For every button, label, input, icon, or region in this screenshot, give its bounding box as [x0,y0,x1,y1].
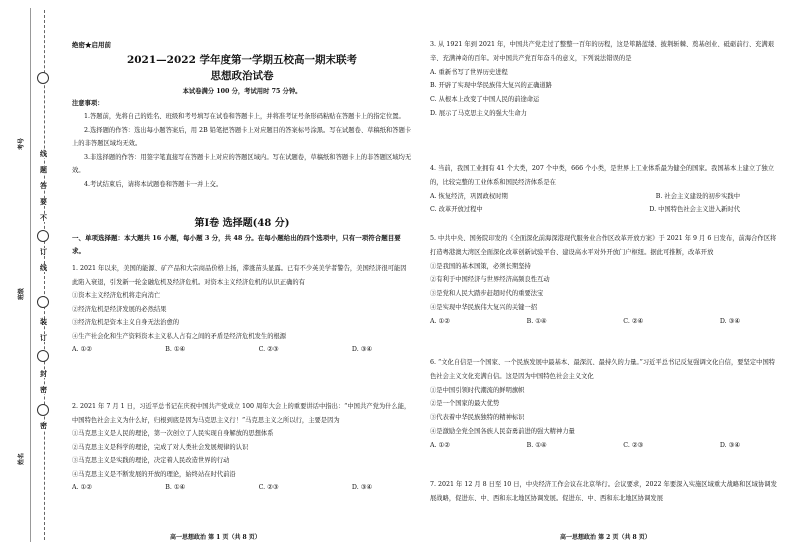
question-stem: 5. 中共中央、国务院印发的《全面深化前海深港现代服务业合作区改革开放方案》于 2021 年 9 月 6 日发布，前海合作区将打造粤港澳大湾区全面深化改革创新试验平台、建设高水平对外开放门户枢纽。据此可推断，改革开放 [430,235,777,256]
line-char: 答 [40,181,47,190]
secret-mark: 绝密★启用前 [72,41,111,49]
question-3 [430,38,780,121]
options-row [72,343,412,357]
statement: ④生产社会化和生产资料资本主义私人占有之间的矛盾是经济危机发生的根源 [72,332,287,340]
line-char: 装 [40,317,47,326]
options-row [430,203,780,217]
line-char: 线 [40,149,47,158]
statement: ④马克思主义是不断发展的开放的理论，始终站在时代前沿 [72,470,236,478]
statement: ①是我国的基本国策，必须长期坚持 [430,262,531,270]
seal-circle [37,350,49,362]
question-stem: 3. 从 1921 年到 2021 年，中国共产党走过了整整一百年的历程，这是筚路蓝缕、披荆斩棘、奠基创业、砥砺前行、充满艰辛、充满神奇的百年。对中国共产党百年奋斗的意义，下列说法错误的是 [430,41,775,62]
option-d: D. ③④ [719,441,740,449]
seal-circle [37,404,49,416]
binding-strip [0,0,62,551]
note-item: 2.选择题的作答：选出每小题答案后，用 2B 铅笔把答题卡上对应题目的答案标号涂黑。写在试题卷、草稿纸和答题卡上的非答题区域均无效。 [72,126,412,147]
line-char: 题 [40,165,47,174]
option-a: A. ①② [430,317,450,325]
line-char: 订 [40,333,47,342]
line-char: 订 [40,247,47,256]
option-b: B. ①④ [165,484,186,491]
option-b: B. 开辟了实现中华民族伟大复兴的正确道路 [430,82,552,90]
line-char: 线 [40,263,47,272]
option-b: B. ①④ [526,317,547,325]
line-char: 不 [40,213,47,222]
option-a: A. 恢复经济，巩固政权时期 [430,192,508,200]
option-d: D. ③④ [351,346,372,353]
statement: ①马克思主义是人民的理论，第一次创立了人民实现自身解放的思想体系 [72,430,274,437]
line-char: 要 [40,197,47,206]
section-title: 第Ⅰ卷 选择题(48 分) [194,218,290,229]
line-char: 密 [40,421,47,430]
statement: ③马克思主义是实践的理论，决定着人民改造世界的行动 [72,457,230,464]
notes-list [72,110,412,191]
name-label: 姓名 [18,452,25,465]
question-4 [430,162,780,217]
options-row [430,439,780,453]
option-d: D. 展示了马克思主义的强大生命力 [430,109,527,117]
option-c: C. ②④ [623,317,644,325]
statement: ①是中国引领时代潮流的鲜明旗帜 [430,386,525,394]
option-a: A. ①② [430,441,450,449]
question-6 [430,356,780,453]
footer-left: 高一思想政治 第 1 页（共 8 页） [170,534,261,541]
options-row [72,481,412,495]
exam-subject: 思想政治试卷 [210,70,274,82]
statement: ①资本主义经济危机将走向消亡 [72,292,161,299]
options-row [430,190,780,204]
statement: ②经济危机是经济发展的必然结果 [72,305,167,313]
note-item: 4.考试结束后，请将本试题卷和答题卡一并上交。 [84,180,223,188]
option-c: C. ②③ [623,441,644,449]
question-stem: 4. 当前，我国工业拥有 41 个大类，207 个中类，666 个小类，是世界上工业体系最为健全的国家。我国基本上建立了独立的，比较完整的工业体系和国民经济体系是在 [430,165,775,186]
option-a: A. ①② [72,346,92,353]
statement: ③是党和人民大踏步赶超时代的重要法宝 [430,290,544,298]
notes-title: 注意事项： [72,100,104,107]
section-instructions: 一、单项选择题：本大题共 16 小题，每小题 3 分，共 48 分。在每小题给出的四个选项中，只有一项符合题目要求。 [72,234,401,255]
statement: ④是实现中华民族伟大复兴的关键一招 [430,303,538,311]
option-a: A. 重新书写了世界历史进程 [430,68,508,76]
statement: ③代表着中华民族独特的精神标识 [430,414,525,422]
option-a: A. ①② [72,484,92,491]
question-7 [430,478,780,506]
question-2 [72,400,412,495]
exam-number-label: 考号 [18,137,25,150]
note-item: 1.答题前，先将自己的姓名、班级和考号填写在试卷和答题卡上，并将准考证号条形码粘贴在答题卡上的指定位置。 [84,113,405,120]
option-d: D. ③④ [719,317,740,325]
class-label: 班级 [18,287,25,300]
exam-meta: 本试卷满分 100 分，考试用时 75 分钟。 [182,88,302,95]
question-stem: 1. 2021 年以来，美国的能源、矿产品和大宗商品价格上扬，滞涨苗头显露。已有不少英美学者警告，美国经济很可能因此陷入衰退，引发新一轮金融危机及经济危机。对资本主义经济危机的认识正确的有 [72,265,407,286]
options-row [430,315,780,329]
statement: ②马克思主义是科学的理论，完成了对人类社会发展规律的认识 [72,443,249,451]
option-b: B. ①④ [526,441,547,449]
statement: ③经济危机是资本主义自身无法治愈的 [72,319,180,326]
exam-title: 2021—2022 学年度第一学期五校高一期末联考 [126,54,358,66]
seal-dashed-line [44,10,45,540]
binding-border-line [30,8,31,542]
seal-circle [37,72,49,84]
option-b: B. 社会主义建设的初步实践中 [655,192,740,200]
question-5 [430,232,780,329]
option-b: B. ①④ [165,346,186,353]
question-stem: 7. 2021 年 12 月 8 日至 10 日，中央经济工作会议在北京举行。会议要求，2022 年要深入实施区域重大战略和区域协调发展战略，促进东、中、西和东北地区协调发展。促进东、中、西和东北地区协调发展 [430,481,777,502]
note-item: 3.非选择题的作答：用签字笔直接写在答题卡上对应的答题区域内。写在试题卷，草稿纸和答题卡上的非答题区域均无效。 [72,153,412,174]
footer-right: 高一思想政治 第 2 页（共 8 页） [560,534,651,541]
option-c: C. ②③ [258,346,279,353]
statement: ②是一个国家的最大优势 [430,400,500,408]
statement: ②有利于中国经济与世界经济高频良性互动 [430,276,550,284]
question-1 [72,262,412,357]
seal-circle [37,296,49,308]
option-d: D. 中国特色社会主义进入新时代 [649,206,740,214]
line-char: 密 [40,385,47,394]
question-stem: 2. 2021 年 7 月 1 日，习近平总书记在庆祝中国共产党成立 100 周年大会上的重要讲话中指出：“中国共产党为什么能，中国特色社会主义为什么好，归根到底是因为马克思主义行！”马克思主义之所以行，主要是因为 [72,403,411,424]
option-c: C. ②③ [258,484,279,491]
question-stem: 6. “文化自信是一个国家、一个民族发展中最基本、最深沉、最持久的力量。”习近平总书记反复强调文化自信，要坚定中国特色社会主义文化充满自信。这是因为中国特色社会主义文化 [430,359,776,380]
option-d: D. ③④ [351,484,372,491]
statement: ④是激励全党全国各族人民奋勇前进的强大精神力量 [430,427,575,435]
option-c: C. 改革开放过程中 [430,206,483,214]
option-c: C. 从根本上改变了中国人民的前途命运 [430,96,540,104]
seal-circle [37,230,49,242]
line-char: 封 [40,369,47,378]
